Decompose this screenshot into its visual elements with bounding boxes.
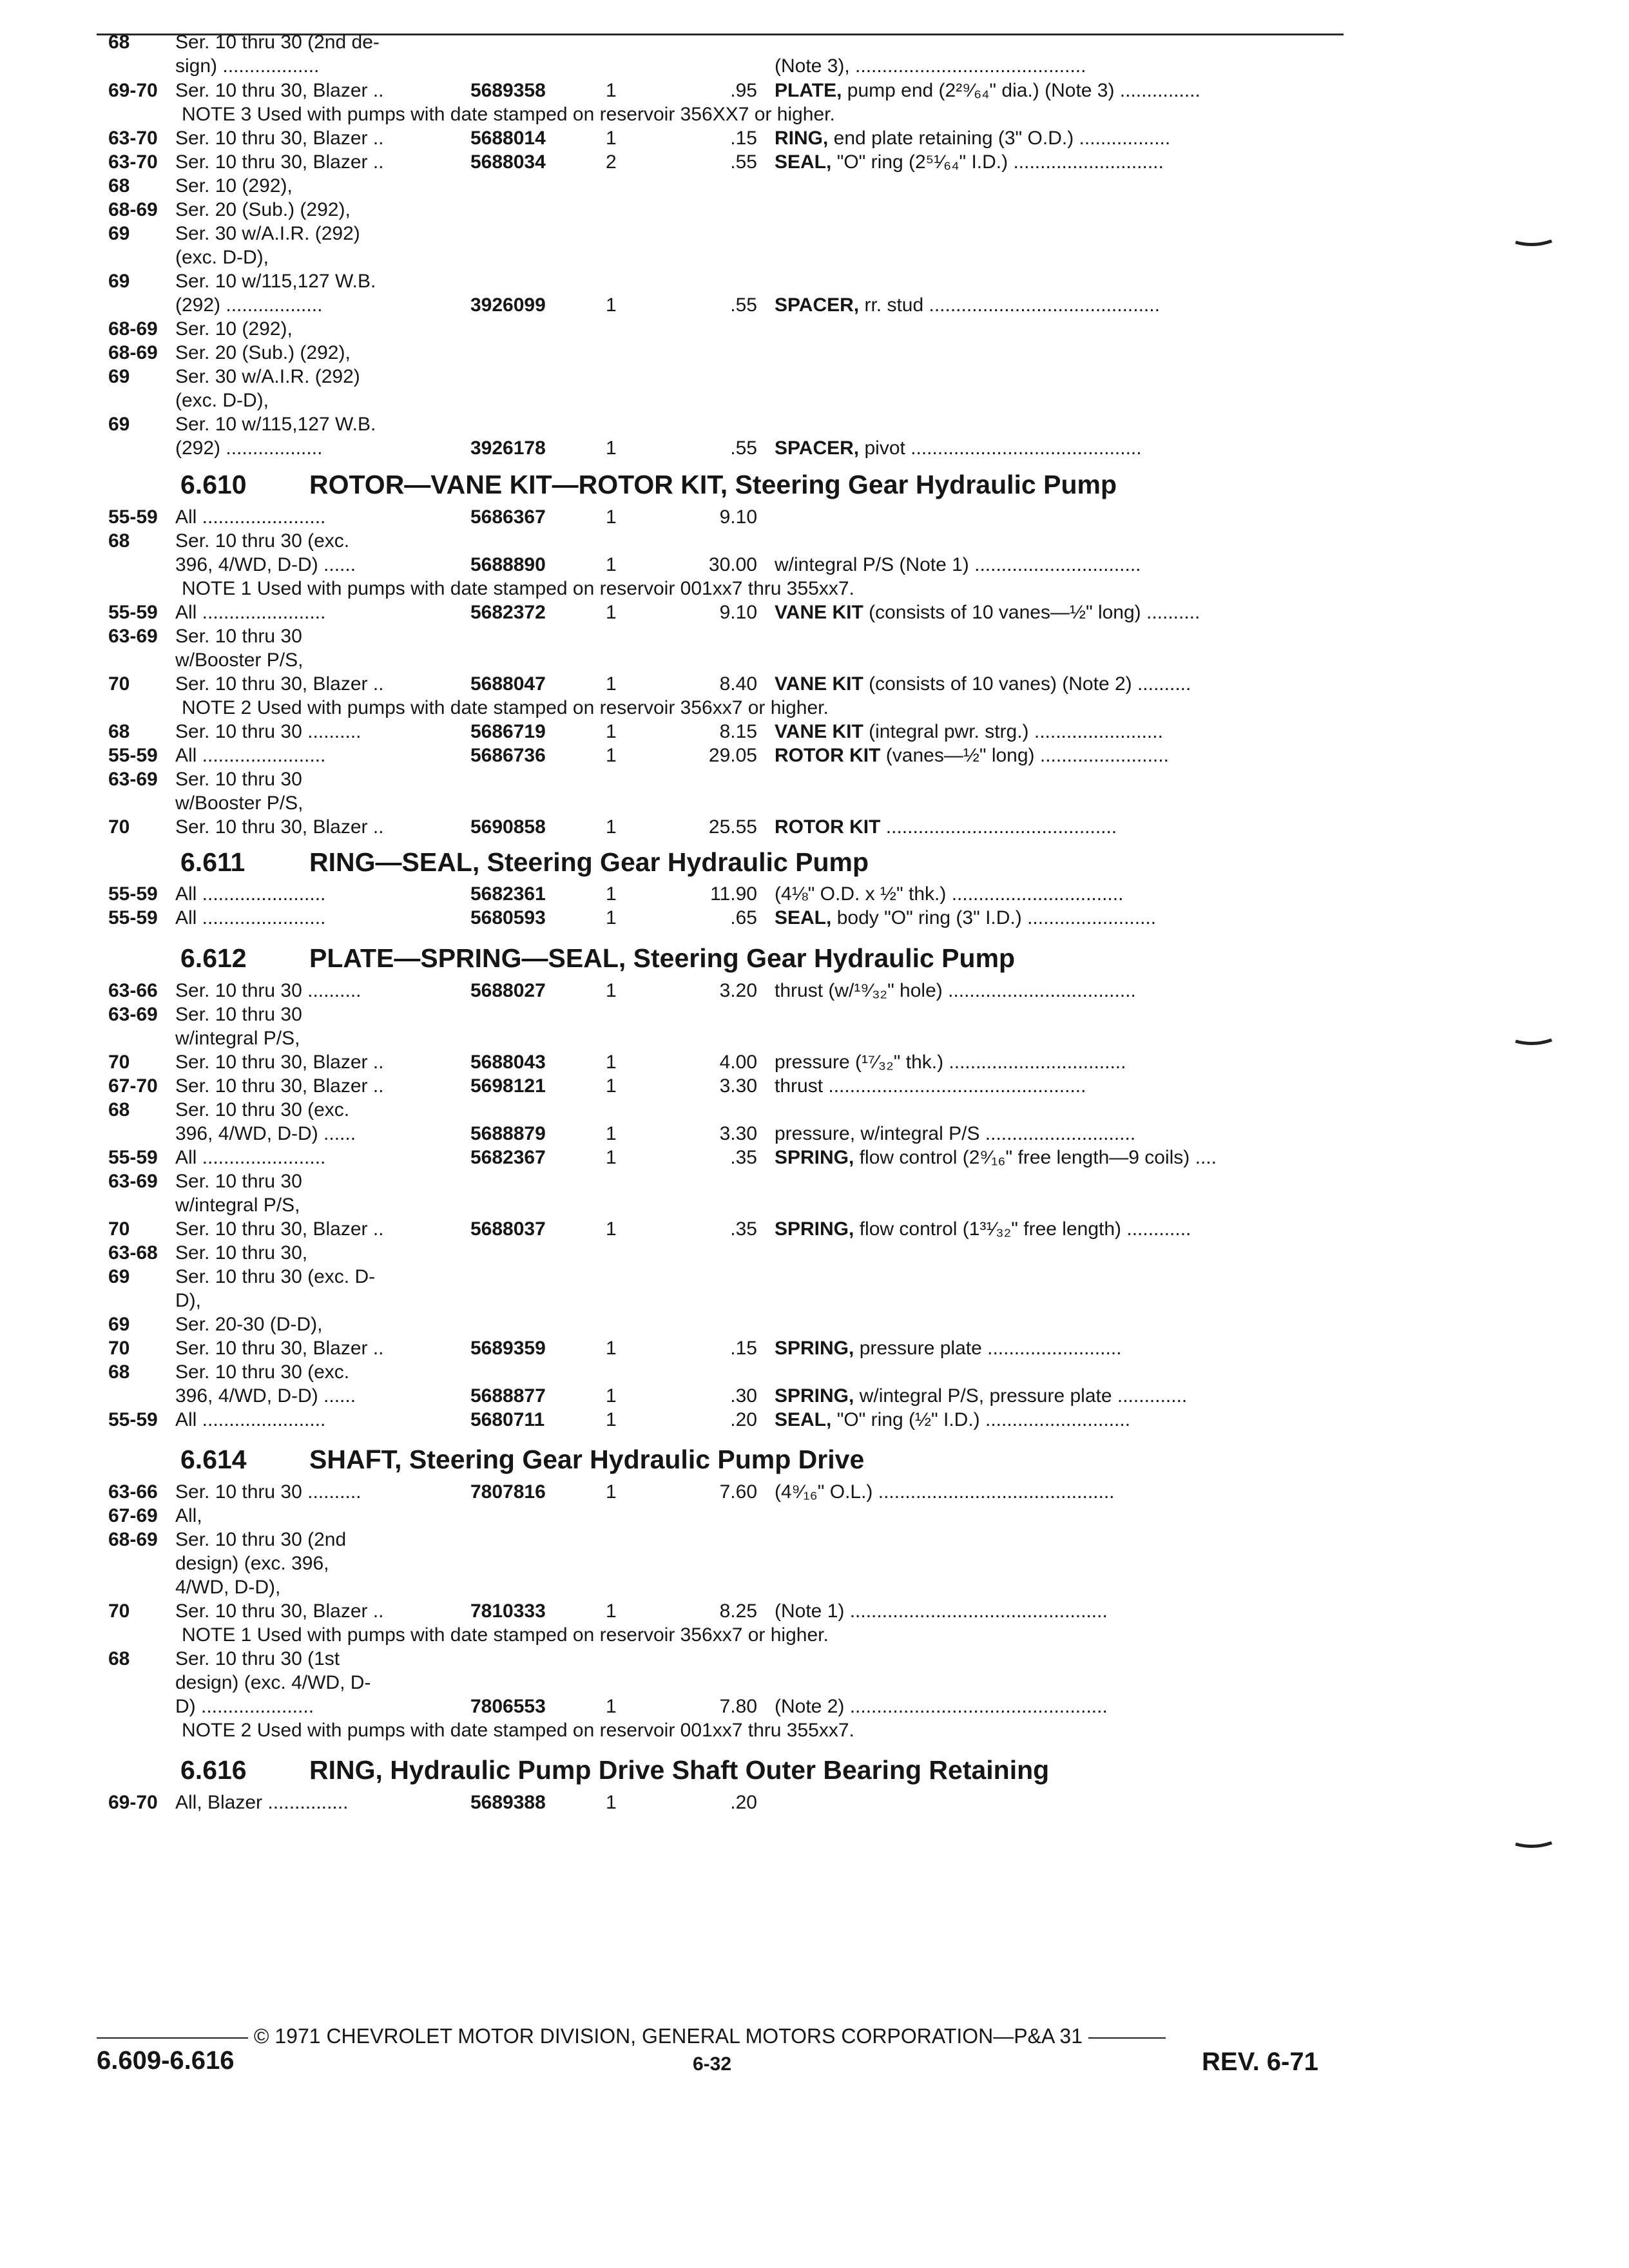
part-number: 5689359 [470,1338,546,1359]
application: Ser. 20 (Sub.) (292), [175,342,351,363]
footer-revision: REV. 6-71 [1202,2048,1318,2076]
application: Ser. 10 thru 30, Blazer .. [175,1218,384,1240]
application: Ser. 30 w/A.I.R. (292) [175,223,360,244]
description [775,1075,1345,1098]
model-year: 68 [108,721,130,742]
model-year: 55-59 [108,602,158,623]
price: .20 [730,1792,757,1813]
quantity: 1 [606,294,617,316]
application: Ser. 10 thru 30, Blazer .. [175,673,384,695]
price: 4.00 [719,1052,757,1073]
application: w/Booster P/S, [175,649,304,671]
application: All ....................... [175,883,326,905]
part-number: 5682361 [470,883,546,905]
model-year: 63-70 [108,128,158,149]
model-year: 55-59 [108,1409,158,1430]
description-text: (4⁹⁄₁₆" O.L.) ............................................ [775,1481,1115,1503]
application: Ser. 10 thru 30 (exc. [175,1361,350,1383]
description-text: (consists of 10 vanes) (Note 2) .......... [863,673,1191,695]
application: All ....................... [175,745,326,766]
model-year: 55-59 [108,907,158,928]
application: Ser. 10 thru 30, Blazer .. [175,1600,384,1622]
description [775,1146,1345,1169]
application: Ser. 10 thru 30 (2nd [175,1529,347,1550]
description-text: pivot ........................................... [859,437,1142,459]
description [775,127,1345,150]
quantity: 1 [606,602,617,623]
part-number: 5688027 [470,980,546,1001]
application: Ser. 10 thru 30, Blazer .. [175,1338,384,1359]
model-year: 70 [108,1338,130,1359]
application: Ser. 10 thru 30 .......... [175,721,361,742]
application: Ser. 10 thru 30 .......... [175,1481,361,1503]
footer-copyright-line [97,2023,1166,2049]
description [775,1337,1345,1360]
description-text: body "O" ring (3" I.D.) ........................ [831,907,1157,928]
description [775,1051,1345,1074]
quantity: 1 [606,673,617,695]
section-title: PLATE—SPRING—SEAL, Steering Gear Hydraulic Pump [309,943,1016,973]
description-keyword: SPACER, [775,437,860,459]
quantity: 1 [606,80,617,101]
part-number: 5688879 [470,1123,546,1144]
price: .15 [730,1338,757,1359]
price: .55 [730,294,757,316]
price: 7.80 [719,1696,757,1717]
part-number: 5688014 [470,128,546,149]
part-number: 7807816 [470,1481,546,1503]
application: design) (exc. 4/WD, D- [175,1672,371,1693]
quantity: 1 [606,1409,617,1430]
quantity: 1 [606,980,617,1001]
price: .55 [730,437,757,459]
application: Ser. 10 thru 30, Blazer .. [175,1052,384,1073]
model-year: 63-66 [108,1481,158,1503]
model-year: 69 [108,223,130,244]
part-number: 5686736 [470,745,546,766]
model-year: 68 [108,1361,130,1383]
part-number: 5682372 [470,602,546,623]
section-number: 6.610 [180,470,247,499]
description-keyword: PLATE, [775,80,842,101]
description-keyword: VANE KIT [775,673,863,695]
application: All, [175,1505,202,1526]
application: Ser. 10 thru 30 .......... [175,980,361,1001]
description-text: "O" ring (2⁵¹⁄₆₄" I.D.) ............................ [831,151,1164,173]
quantity: 1 [606,1600,617,1622]
application: All ....................... [175,602,326,623]
section-heading [180,1443,864,1475]
footer-section-range: 6.609-6.616 [97,2046,235,2075]
description-text: "O" ring (½" I.D.) ........................... [831,1409,1131,1430]
price: 29.05 [708,745,757,766]
description [775,151,1345,174]
description-text: (integral pwr. strg.) ........................ [863,721,1163,742]
description-keyword: RING, [775,128,829,149]
description-keyword: SPRING, [775,1338,854,1359]
quantity: 1 [606,907,617,928]
model-year: 69 [108,271,130,292]
description-text: flow control (2⁹⁄₁₆" free length—9 coils) .... [854,1147,1217,1168]
part-number: 3926178 [470,437,546,459]
part-number: 5688043 [470,1052,546,1073]
application: Ser. 10 thru 30, Blazer .. [175,80,384,101]
part-number: 5680593 [470,907,546,928]
model-year: 67-70 [108,1075,158,1097]
model-year: 55-59 [108,883,158,905]
quantity: 1 [606,1123,617,1144]
model-year: 55-59 [108,1147,158,1168]
price: 3.30 [719,1075,757,1097]
application: Ser. 10 (292), [175,175,293,197]
quantity: 1 [606,1385,617,1407]
price: 3.30 [719,1123,757,1144]
quantity: 1 [606,1792,617,1813]
application: Ser. 10 thru 30, Blazer .. [175,128,384,149]
application: Ser. 20 (Sub.) (292), [175,199,351,220]
part-number: 5686367 [470,506,546,528]
description-keyword: SPRING, [775,1218,854,1240]
description [775,744,1345,767]
model-year: 63-69 [108,626,158,647]
price: .35 [730,1218,757,1240]
part-number: 5688037 [470,1218,546,1240]
description-keyword: VANE KIT [775,721,863,742]
description-text: (Note 1) ................................................ [775,1600,1108,1622]
description-keyword: SEAL, [775,907,832,928]
model-year: 70 [108,1052,130,1073]
application: Ser. 10 thru 30, Blazer .. [175,151,384,173]
section-title: ROTOR—VANE KIT—ROTOR KIT, Steering Gear Hydraulic Pump [309,470,1117,499]
application: Ser. 10 thru 30 [175,1171,302,1192]
description-keyword: ROTOR KIT [775,745,881,766]
application: All ....................... [175,907,326,928]
model-year: 69-70 [108,1792,158,1813]
model-year: 69-70 [108,80,158,101]
model-year: 63-69 [108,769,158,790]
application: All ....................... [175,1147,326,1168]
application: w/integral P/S, [175,1028,300,1049]
quantity: 1 [606,554,617,575]
application: D), [175,1290,201,1311]
part-number: 5688890 [470,554,546,575]
description [775,1385,1345,1408]
description [775,1122,1345,1146]
note-line: NOTE 3 Used with pumps with date stamped on reservoir 356XX7 or higher. [182,104,835,125]
footer-copyright: © 1971 CHEVROLET MOTOR DIVISION, GENERAL MOTORS CORPORATION—P&A 31 [253,2024,1083,2048]
description-text: (4⅛" O.D. x ½" thk.) ................................ [775,883,1124,905]
quantity: 1 [606,1218,617,1240]
quantity: 1 [606,1481,617,1503]
model-year: 55-59 [108,745,158,766]
part-number: 5688047 [470,673,546,695]
description-text: thrust ................................................ [775,1075,1086,1097]
description [775,1218,1345,1241]
quantity: 1 [606,1696,617,1717]
description [775,816,1345,839]
price: .95 [730,80,757,101]
price: .20 [730,1409,757,1430]
description-text: flow control (1³¹⁄₃₂" free length) ............ [854,1218,1191,1240]
application: w/integral P/S, [175,1195,300,1216]
binding-mark [1514,1039,1553,1046]
price: .65 [730,907,757,928]
model-year: 70 [108,816,130,838]
model-year: 63-66 [108,980,158,1001]
part-number: 5698121 [470,1075,546,1097]
note-line: NOTE 1 Used with pumps with date stamped on reservoir 356xx7 or higher. [182,1624,829,1646]
model-year: 68-69 [108,342,158,363]
part-number: 3926099 [470,294,546,316]
quantity: 1 [606,816,617,838]
description-keyword: VANE KIT [775,602,863,623]
description-keyword: SPRING, [775,1147,854,1168]
application: (exc. D-D), [175,390,269,411]
model-year: 63-69 [108,1171,158,1192]
description [775,437,1345,460]
section-number: 6.616 [180,1755,247,1785]
description [775,979,1345,1003]
model-year: 70 [108,673,130,695]
price: 8.15 [719,721,757,742]
description [775,553,1345,577]
description-text: pressure, w/integral P/S ............................ [775,1123,1136,1144]
description-text: (Note 2) ................................................ [775,1696,1108,1717]
application: All ....................... [175,506,326,528]
model-year: 68 [108,530,130,552]
application: Ser. 10 thru 30 [175,769,302,790]
note-line: NOTE 1 Used with pumps with date stamped on reservoir 001xx7 thru 355xx7. [182,578,854,599]
application: Ser. 20-30 (D-D), [175,1314,323,1335]
description-text: (Note 3), ........................................... [775,55,1086,77]
model-year: 70 [108,1218,130,1240]
description-text: w/integral P/S (Note 1) ............................... [775,554,1141,575]
application: Ser. 10 thru 30 (exc. D- [175,1266,376,1287]
description-text: w/integral P/S, pressure plate ............. [854,1385,1188,1407]
price: 9.10 [719,506,757,528]
price: 30.00 [708,554,757,575]
description-keyword: SPACER, [775,294,860,316]
note-line: NOTE 2 Used with pumps with date stamped on reservoir 001xx7 thru 355xx7. [182,1720,854,1741]
part-number: 5686719 [470,721,546,742]
part-number: 5689388 [470,1792,546,1813]
section-heading [180,846,869,878]
section-number: 6.612 [180,943,247,973]
price: 8.25 [719,1600,757,1622]
part-number: 5690858 [470,816,546,838]
model-year: 67-69 [108,1505,158,1526]
section-title: SHAFT, Steering Gear Hydraulic Pump Drive [309,1445,865,1474]
model-year: 70 [108,1600,130,1622]
description [775,55,1345,78]
binding-mark [1514,1841,1553,1849]
price: 7.60 [719,1481,757,1503]
description [775,601,1345,624]
model-year: 68 [108,1099,130,1120]
model-year: 68-69 [108,1529,158,1550]
description-text: (vanes—½" long) ........................ [880,745,1169,766]
part-number: 5682367 [470,1147,546,1168]
part-number: 5680711 [470,1409,545,1430]
application: 396, 4/WD, D-D) ...... [175,1123,356,1144]
price: 25.55 [708,816,757,838]
price: .35 [730,1147,757,1168]
model-year: 68-69 [108,199,158,220]
description-text: pump end (2²⁹⁄₆₄" dia.) (Note 3) ............... [842,80,1200,101]
price: 11.90 [710,883,757,905]
application: design) (exc. 396, [175,1553,329,1574]
description [775,294,1345,317]
application: Ser. 10 thru 30, Blazer .. [175,816,384,838]
note-line: NOTE 2 Used with pumps with date stamped on reservoir 356xx7 or higher. [182,697,829,718]
description [775,907,1345,930]
model-year: 68 [108,175,130,197]
description [775,720,1345,744]
description [775,1408,1345,1432]
description [775,673,1345,696]
description [775,883,1345,906]
description-keyword: SPRING, [775,1385,854,1407]
application: Ser. 10 thru 30, Blazer .. [175,1075,384,1097]
model-year: 68 [108,32,130,53]
application: Ser. 10 thru 30 (1st [175,1648,340,1669]
application: Ser. 10 (292), [175,318,293,340]
model-year: 63-69 [108,1004,158,1025]
model-year: 63-68 [108,1242,158,1264]
part-number: 5688877 [470,1385,546,1407]
part-number: 5689358 [470,80,546,101]
quantity: 1 [606,883,617,905]
description-text: thrust (w/¹⁹⁄₃₂" hole) ................................... [775,980,1136,1001]
description-keyword: SEAL, [775,1409,832,1430]
price: .15 [730,128,757,149]
application: All, Blazer ............... [175,1792,349,1813]
application: Ser. 10 thru 30 [175,626,302,647]
application: Ser. 10 w/115,127 W.B. [175,414,376,435]
section-number: 6.614 [180,1445,247,1474]
quantity: 1 [606,128,617,149]
section-title: RING, Hydraulic Pump Drive Shaft Outer Bearing Retaining [309,1755,1050,1785]
price: 9.10 [719,602,757,623]
model-year: 68 [108,1648,130,1669]
quantity: 1 [606,1338,617,1359]
model-year: 68-69 [108,318,158,340]
quantity: 1 [606,1052,617,1073]
binding-mark [1514,240,1553,247]
description [775,1695,1345,1718]
application: Ser. 30 w/A.I.R. (292) [175,366,360,387]
application: Ser. 10 thru 30, [175,1242,308,1264]
section-heading [180,942,1015,974]
model-year: 69 [108,1266,130,1287]
model-year: 69 [108,1314,130,1335]
part-number: 7810333 [470,1600,546,1622]
part-number: 7806553 [470,1696,546,1717]
application: 396, 4/WD, D-D) ...... [175,554,356,575]
section-heading [180,468,1117,501]
description [775,1481,1345,1504]
description-text: ........................................... [880,816,1117,838]
application: (exc. D-D), [175,247,269,268]
model-year: 55-59 [108,506,158,528]
model-year: 63-70 [108,151,158,173]
description-keyword: SEAL, [775,151,832,173]
footer-page-number: 6-32 [693,2053,732,2075]
price: 3.20 [719,980,757,1001]
part-number: 5688034 [470,151,546,173]
description-keyword: ROTOR KIT [775,816,881,838]
application: Ser. 10 w/115,127 W.B. [175,271,376,292]
application: 396, 4/WD, D-D) ...... [175,1385,356,1407]
application: 4/WD, D-D), [175,1577,281,1598]
description-text: pressure (¹⁷⁄₃₂" thk.) ................................. [775,1052,1126,1073]
application: (292) .................. [175,437,323,459]
application: Ser. 10 thru 30 [175,1004,302,1025]
quantity: 1 [606,721,617,742]
application: Ser. 10 thru 30 (exc. [175,1099,350,1120]
quantity: 1 [606,1075,617,1097]
price: 8.40 [719,673,757,695]
description [775,79,1345,102]
description-text: pressure plate ......................... [854,1338,1122,1359]
application: w/Booster P/S, [175,793,304,814]
application: D) ..................... [175,1696,314,1717]
description [775,1600,1345,1623]
model-year: 69 [108,414,130,435]
section-heading [180,1754,1049,1786]
model-year: 69 [108,366,130,387]
application: All ....................... [175,1409,326,1430]
application: (292) .................. [175,294,323,316]
application: Ser. 10 thru 30 (2nd de- [175,32,380,53]
application: Ser. 10 thru 30 (exc. [175,530,350,552]
section-number: 6.611 [180,847,246,877]
quantity: 1 [606,506,617,528]
quantity: 1 [606,745,617,766]
application: sign) .................. [175,55,320,77]
description-text: (consists of 10 vanes—½" long) .......... [863,602,1200,623]
quantity: 2 [606,151,617,173]
quantity: 1 [606,1147,617,1168]
price: .30 [730,1385,757,1407]
quantity: 1 [606,437,617,459]
price: .55 [730,151,757,173]
description-text: end plate retaining (3" O.D.) ................. [828,128,1171,149]
section-title: RING—SEAL, Steering Gear Hydraulic Pump [309,847,869,877]
description-text: rr. stud ........................................... [859,294,1160,316]
